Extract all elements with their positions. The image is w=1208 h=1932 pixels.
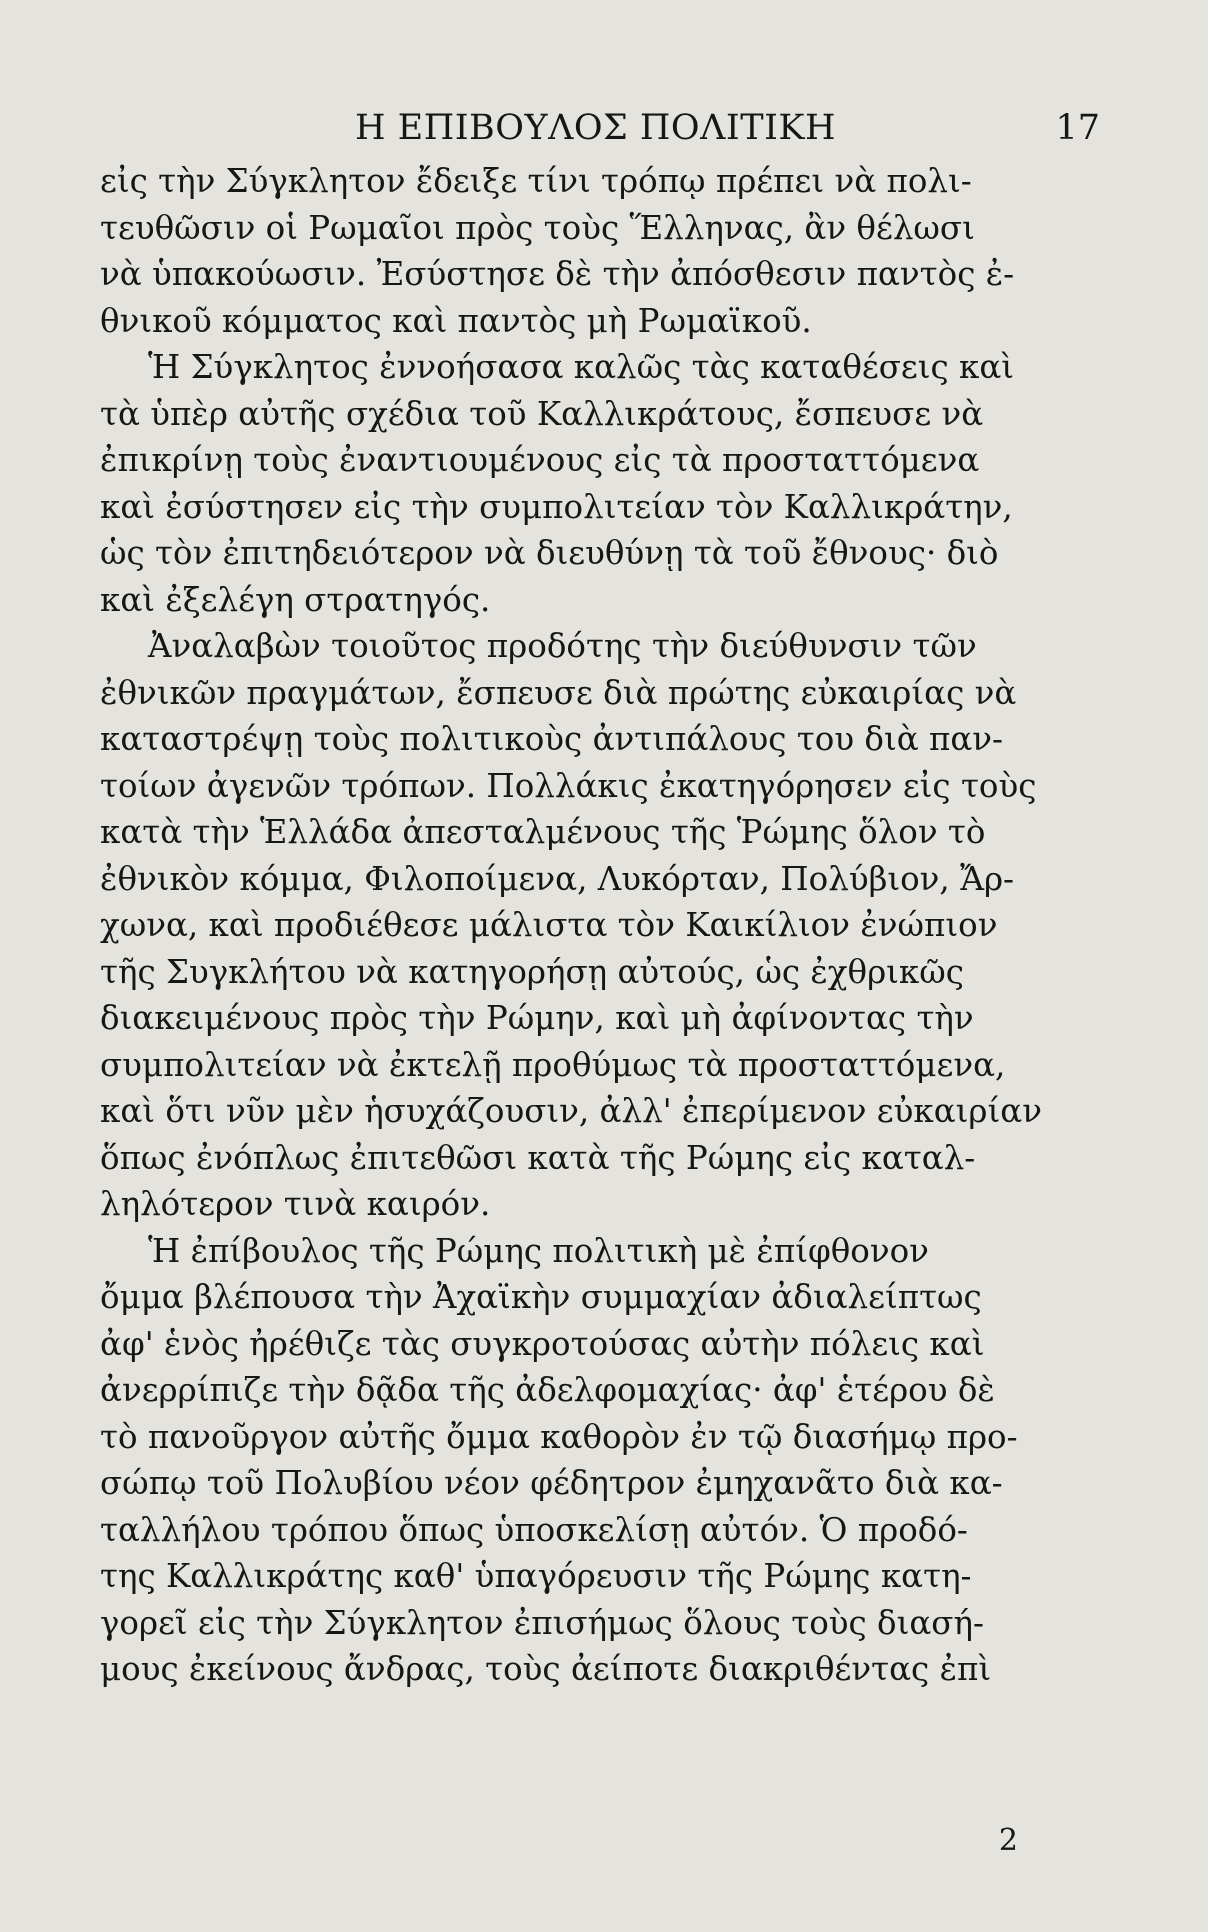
text-line: σώπῳ τοῦ Πολυβίου νέον φέδητρον ἐμηχανᾶτο διὰ κα- xyxy=(100,1464,1003,1502)
text-line: τὰ ὑπὲρ αὐτῆς σχέδια τοῦ Καλλικράτους, ἔσπευσε νὰ xyxy=(100,394,984,433)
text-line: τὸ πανοῦργον αὐτῆς ὄμμα καθορὸν ἐν τῷ διασήμῳ προ- xyxy=(100,1417,1018,1456)
text-line: καὶ ἐξελέγη στρατηγός. xyxy=(100,580,491,619)
text-line: τοίων ἀγενῶν τρόπων. Πολλάκις ἐκατηγόρησεν εἰς τοὺς xyxy=(100,766,1037,805)
text-line: διακειμένους πρὸς τὴν Ρώμην, καὶ μὴ ἀφίνοντας τὴν xyxy=(100,999,974,1037)
text-line: ἐθνικῶν πραγμάτων, ἔσπευσε διὰ πρώτης εὐκαιρίας νὰ xyxy=(100,673,1017,712)
signature-mark: 2 xyxy=(998,1823,1018,1858)
text-line: ἐπικρίνῃ τοὺς ἐναντιουμένους εἰς τὰ προσταττόμενα xyxy=(100,441,980,479)
text-line: ἐθνικὸν κόμμα, Φιλοποίμενα, Λυκόρταν, Πολύβιον, Ἄρ- xyxy=(100,859,1015,898)
text-line: θνικοῦ κόμματος καὶ παντὸς μὴ Ρωμαϊκοῦ. xyxy=(100,301,812,340)
text-line: ὄμμα βλέπουσα τὴν Ἀχαϊκὴν συμμαχίαν ἀδιαλείπτως xyxy=(100,1278,982,1316)
text-line: καταστρέψῃ τοὺς πολιτικοὺς ἀντιπάλους του διὰ παν- xyxy=(100,720,1004,758)
running-title: Η ΕΠΙΒΟΥΛΟΣ ΠΟΛΙΤΙΚΗ xyxy=(355,108,837,148)
text-line: εἰς τὴν Σύγκλητον ἔδειξε τίνι τρόπῳ πρέπει νὰ πολι- xyxy=(100,162,972,200)
text-line: κατὰ τὴν Ἑλλάδα ἀπεσταλμένους τῆς Ῥώμης ὅλον τὸ xyxy=(100,813,986,851)
body-text xyxy=(100,158,1080,1693)
text-line: ὅπως ἐνόπλως ἐπιτεθῶσι κατὰ τῆς Ρώμης εἰς καταλ- xyxy=(100,1138,976,1177)
page-header xyxy=(100,108,1100,158)
text-line: ἀνερρίπιζε τὴν δᾷδα τῆς ἀδελφομαχίας· ἀφ' ἑτέρου δὲ xyxy=(100,1371,995,1409)
text-line: μους ἐκείνους ἄνδρας, τοὺς ἀείποτε διακριθέντας ἐπὶ xyxy=(100,1650,992,1688)
text-line: καὶ ὅτι νῦν μὲν ἡσυχάζουσιν, ἀλλ' ἐπερίμενον εὐκαιρίαν xyxy=(100,1092,1042,1130)
text-line: ταλλήλου τρόπου ὅπως ὑποσκελίσῃ αὐτόν. Ὁ προδό- xyxy=(100,1510,968,1549)
text-line: τευθῶσιν οἱ Ρωμαῖοι πρὸς τοὺς Ἕλληνας, ἂν θέλωσι xyxy=(100,208,975,247)
text-line: Ἀναλαβὼν τοιοῦτος προδότης τὴν διεύθυνσιν τῶν xyxy=(148,627,977,665)
page-number: 17 xyxy=(1055,108,1100,148)
text-line: ἀφ' ἑνὸς ἠρέθιζε τὰς συγκροτούσας αὐτὴν πόλεις καὶ xyxy=(100,1324,985,1363)
text-line: καὶ ἐσύστησεν εἰς τὴν συμπολιτείαν τὸν Καλλικράτην, xyxy=(100,487,1013,526)
text-line: γορεῖ εἰς τὴν Σύγκλητον ἐπισήμως ὅλους τοὺς διασή- xyxy=(100,1603,984,1642)
text-line: Ἡ Σύγκλητος ἐννοήσασα καλῶς τὰς καταθέσεις καὶ xyxy=(148,348,1015,386)
text-line: νὰ ὑπακούωσιν. Ἐσύστησε δὲ τὴν ἀπόσθεσιν παντὸς ἐ- xyxy=(100,255,1015,293)
text-line: ληλότερον τινὰ καιρόν. xyxy=(100,1185,491,1223)
text-line: ὡς τὸν ἐπιτηδειότερον νὰ διευθύνῃ τὰ τοῦ ἔθνους· διὸ xyxy=(100,534,999,572)
text-line: της Καλλικράτης καθ' ὑπαγόρευσιν τῆς Ρώμης κατη- xyxy=(100,1557,972,1595)
text-line: τῆς Συγκλήτου νὰ κατηγορήσῃ αὐτούς, ὡς ἐχθρικῶς xyxy=(100,952,964,991)
text-line: Ἡ ἐπίβουλος τῆς Ρώμης πολιτικὴ μὲ ἐπίφθονον xyxy=(148,1231,929,1270)
text-line: χωνα, καὶ προδιέθεσε μάλιστα τὸν Καικίλιον ἐνώπιον xyxy=(100,906,998,944)
text-line: συμπολιτείαν νὰ ἐκτελῇ προθύμως τὰ προσταττόμενα, xyxy=(100,1045,1006,1084)
